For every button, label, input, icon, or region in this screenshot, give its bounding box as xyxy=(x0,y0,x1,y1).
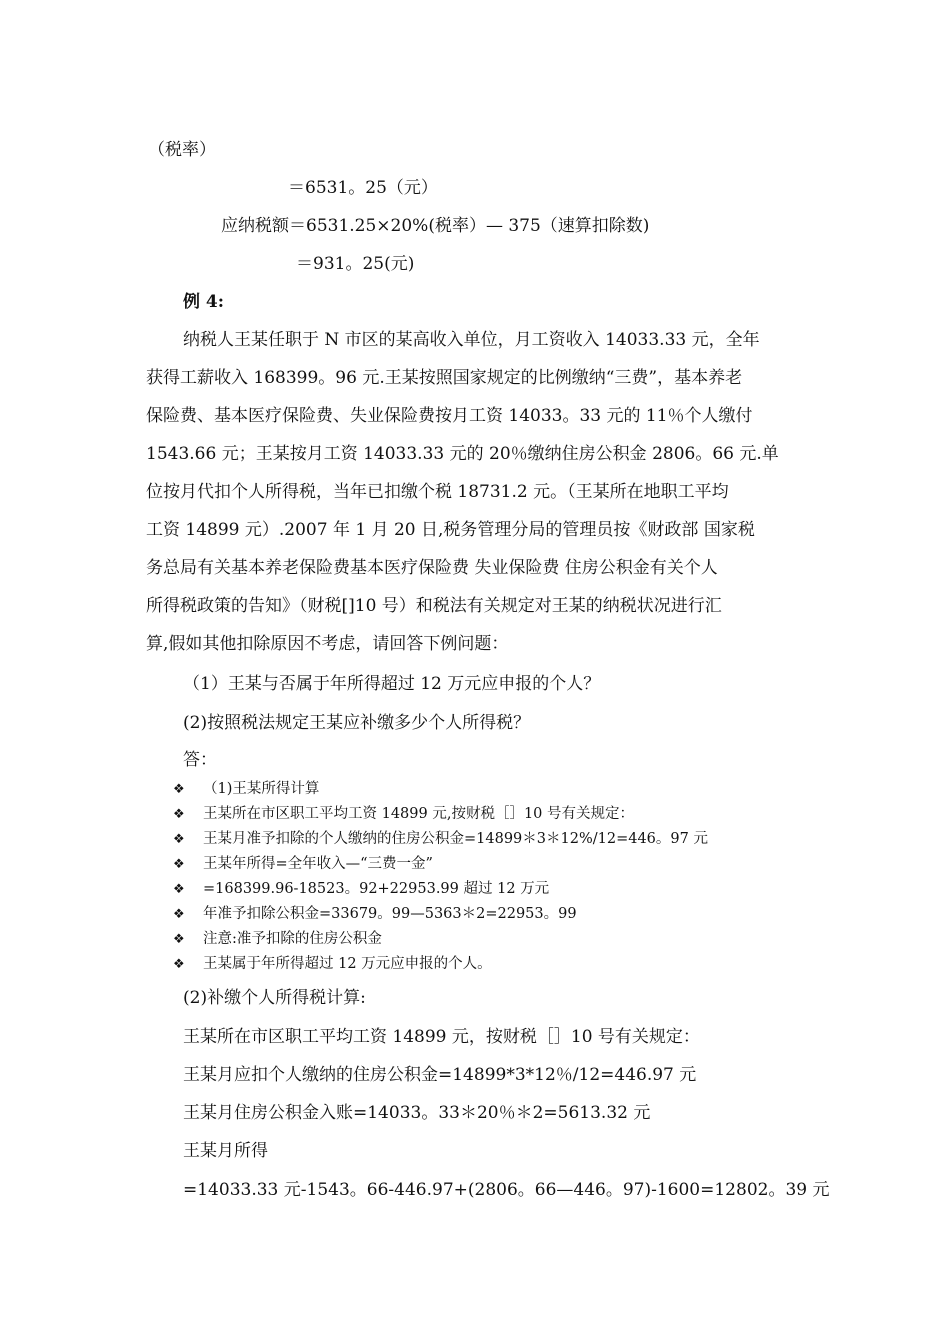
answer-bullet-list xyxy=(173,777,813,977)
question-1: （1）王某与否属于年所得超过 12 万元应申报的个人？ xyxy=(183,674,601,694)
bullet-text: 王某月准予扣除的个人缴纳的住房公积金=14899＊3＊12%/12=446。97 元 xyxy=(203,831,708,847)
bullet-item xyxy=(173,777,813,802)
diamond-bullet-icon: ❖ xyxy=(173,882,185,897)
paragraph-line: 工资 14899 元）.2007 年 1 月 20 日,税务管理分局的管理员按《财政部 国家税 xyxy=(146,520,755,540)
bullet-text: =168399.96-18523。92+22953.99 超过 12 万元 xyxy=(203,881,550,897)
tax-rate-note: （税率） xyxy=(148,140,216,160)
bullet-text: 王某所在市区职工平均工资 14899 元,按财税［］10 号有关规定： xyxy=(203,806,635,822)
bullet-item xyxy=(173,802,813,827)
diamond-bullet-icon: ❖ xyxy=(173,857,185,872)
paragraph-line: 1543.66 元；王某按月工资 14033.33 元的 20％缴纳住房公积金 2806。66 元.单 xyxy=(146,444,779,464)
taxable-income-result: ＝6531。25（元） xyxy=(288,178,438,198)
tax-payable-result: ＝931。25(元) xyxy=(296,254,415,274)
bullet-item xyxy=(173,952,813,977)
bullet-text: 王某属于年所得超过 12 万元应申报的个人。 xyxy=(203,956,492,972)
part2-line: 王某月住房公积金入账=14033。33＊20％＊2=5613.32 元 xyxy=(183,1103,651,1123)
bullet-item xyxy=(173,902,813,927)
paragraph-line: 纳税人王某任职于 N 市区的某高收入单位，月工资收入 14033.33 元，全年 xyxy=(183,330,760,350)
tax-payable-formula: 应纳税额＝6531.25×20%(税率）— 375（速算扣除数) xyxy=(221,216,650,236)
part2-line: =14033.33 元-1543。66-446.97+(2806。66—446。97)-1600=12802。39 元 xyxy=(183,1180,830,1200)
paragraph-line: 保险费、基本医疗保险费、失业保险费按月工资 14033。33 元的 11％个人缴付 xyxy=(146,406,753,426)
part2-line: 王某月所得 xyxy=(183,1141,268,1161)
paragraph-line: 所得税政策的告知》（财税[]10 号）和税法有关规定对王某的纳税状况进行汇 xyxy=(146,596,722,616)
paragraph-line: 位按月代扣个人所得税，当年已扣缴个税 18731.2 元。（王某所在地职工平均 xyxy=(146,482,729,502)
diamond-bullet-icon: ❖ xyxy=(173,782,185,797)
question-2: (2)按照税法规定王某应补缴多少个人所得税？ xyxy=(183,713,531,733)
diamond-bullet-icon: ❖ xyxy=(173,807,185,822)
paragraph-line: 获得工薪收入 168399。96 元.王某按照国家规定的比例缴纳“三费”，基本养老 xyxy=(146,368,743,388)
diamond-bullet-icon: ❖ xyxy=(173,957,185,972)
answer-label: 答： xyxy=(183,750,217,770)
part2-line: 王某所在市区职工平均工资 14899 元，按财税［］10 号有关规定： xyxy=(183,1027,700,1047)
bullet-text: （1)王某所得计算 xyxy=(203,781,320,797)
bullet-text: 年准予扣除公积金=33679。99—5363＊2=22953。99 xyxy=(203,906,577,922)
bullet-item xyxy=(173,827,813,852)
bullet-item xyxy=(173,877,813,902)
paragraph-line: 务总局有关基本养老保险费基本医疗保险费 失业保险费 住房公积金有关个人 xyxy=(146,558,718,578)
part2-heading: (2)补缴个人所得税计算: xyxy=(183,988,366,1008)
diamond-bullet-icon: ❖ xyxy=(173,907,185,922)
paragraph-line: 算,假如其他扣除原因不考虑，请回答下例问题： xyxy=(146,634,509,654)
part2-line: 王某月应扣个人缴纳的住房公积金=14899*3*12％/12=446.97 元 xyxy=(183,1065,697,1085)
bullet-item xyxy=(173,927,813,952)
example-heading: 例 4: xyxy=(183,292,225,312)
bullet-item xyxy=(173,852,813,877)
diamond-bullet-icon: ❖ xyxy=(173,932,185,947)
bullet-text: 注意:准予扣除的住房公积金 xyxy=(203,931,382,947)
diamond-bullet-icon: ❖ xyxy=(173,832,185,847)
bullet-text: 王某年所得=全年收入—“三费一金” xyxy=(203,856,433,872)
